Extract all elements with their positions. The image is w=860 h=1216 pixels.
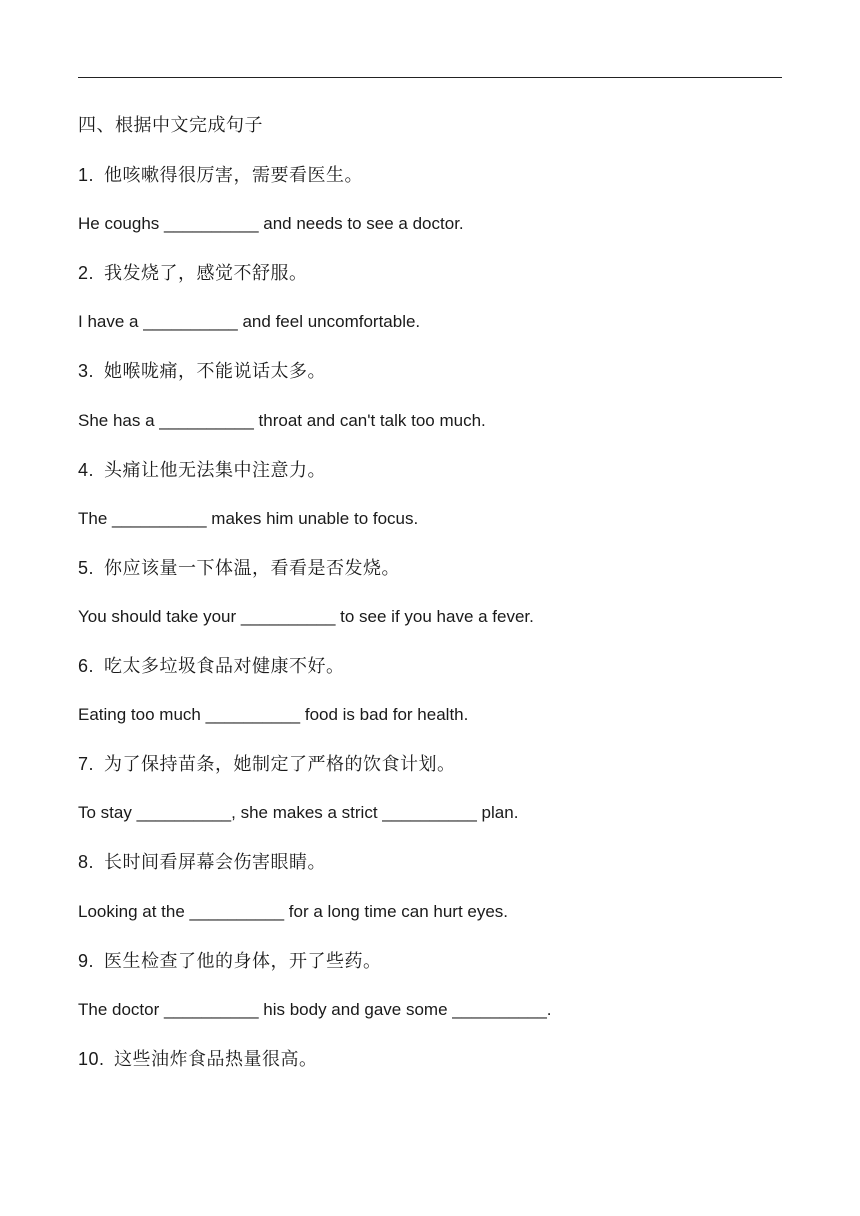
item-number: 3. [78, 361, 95, 382]
chinese-prompt: 这些油炸食品热量很高。 [114, 1048, 318, 1070]
item-number: 5. [78, 557, 95, 578]
section-title: 四、根据中文完成句子 [78, 115, 263, 136]
item-number: 2. [78, 263, 95, 284]
worksheet-content [78, 110, 782, 1092]
item-2-chinese [78, 257, 782, 306]
item-number: 1. [78, 165, 95, 186]
item-1-chinese [78, 159, 782, 208]
item-10-chinese [78, 1043, 782, 1092]
chinese-prompt: 她喉咙痛，不能说话太多。 [104, 361, 326, 383]
item-5-english: You should take your __________ to see if you have a fever. [78, 606, 534, 626]
item-5-chinese [78, 552, 782, 601]
item-7-chinese [78, 748, 782, 797]
chinese-prompt: 头痛让他无法集中注意力。 [104, 459, 326, 481]
item-number: 4. [78, 459, 95, 480]
item-number: 9. [78, 950, 95, 971]
item-number: 8. [78, 852, 95, 873]
item-1-english: He coughs __________ and needs to see a doctor. [78, 214, 464, 234]
chinese-prompt: 你应该量一下体温，看看是否发烧。 [104, 557, 400, 579]
item-9-english: The doctor __________ his body and gave some __________. [78, 999, 552, 1019]
item-8-chinese [78, 846, 782, 895]
item-2-english: I have a __________ and feel uncomfortable. [78, 312, 421, 332]
item-number: 10. [78, 1048, 105, 1069]
item-9-chinese [78, 945, 782, 994]
chinese-prompt: 医生检查了他的身体，开了些药。 [104, 950, 382, 972]
chinese-prompt: 我发烧了，感觉不舒服。 [104, 263, 308, 285]
item-3-chinese [78, 355, 782, 404]
chinese-prompt: 他咳嗽得很厉害，需要看医生。 [104, 165, 363, 187]
item-8-english: Looking at the __________ for a long time can hurt eyes. [78, 901, 509, 921]
item-6-chinese [78, 650, 782, 699]
item-3-english: She has a __________ throat and can't talk too much. [78, 410, 486, 430]
chinese-prompt: 吃太多垃圾食品对健康不好。 [104, 656, 345, 678]
item-4-chinese [78, 454, 782, 503]
item-number: 7. [78, 754, 95, 775]
item-6-english: Eating too much __________ food is bad for health. [78, 705, 469, 725]
chinese-prompt: 为了保持苗条，她制定了严格的饮食计划。 [104, 754, 456, 776]
item-4-english: The __________ makes him unable to focus. [78, 508, 419, 528]
header-rule [78, 77, 782, 78]
item-number: 6. [78, 656, 95, 677]
chinese-prompt: 长时间看屏幕会伤害眼睛。 [104, 852, 326, 874]
item-7-english: To stay __________, she makes a strict __________ plan. [78, 803, 519, 823]
